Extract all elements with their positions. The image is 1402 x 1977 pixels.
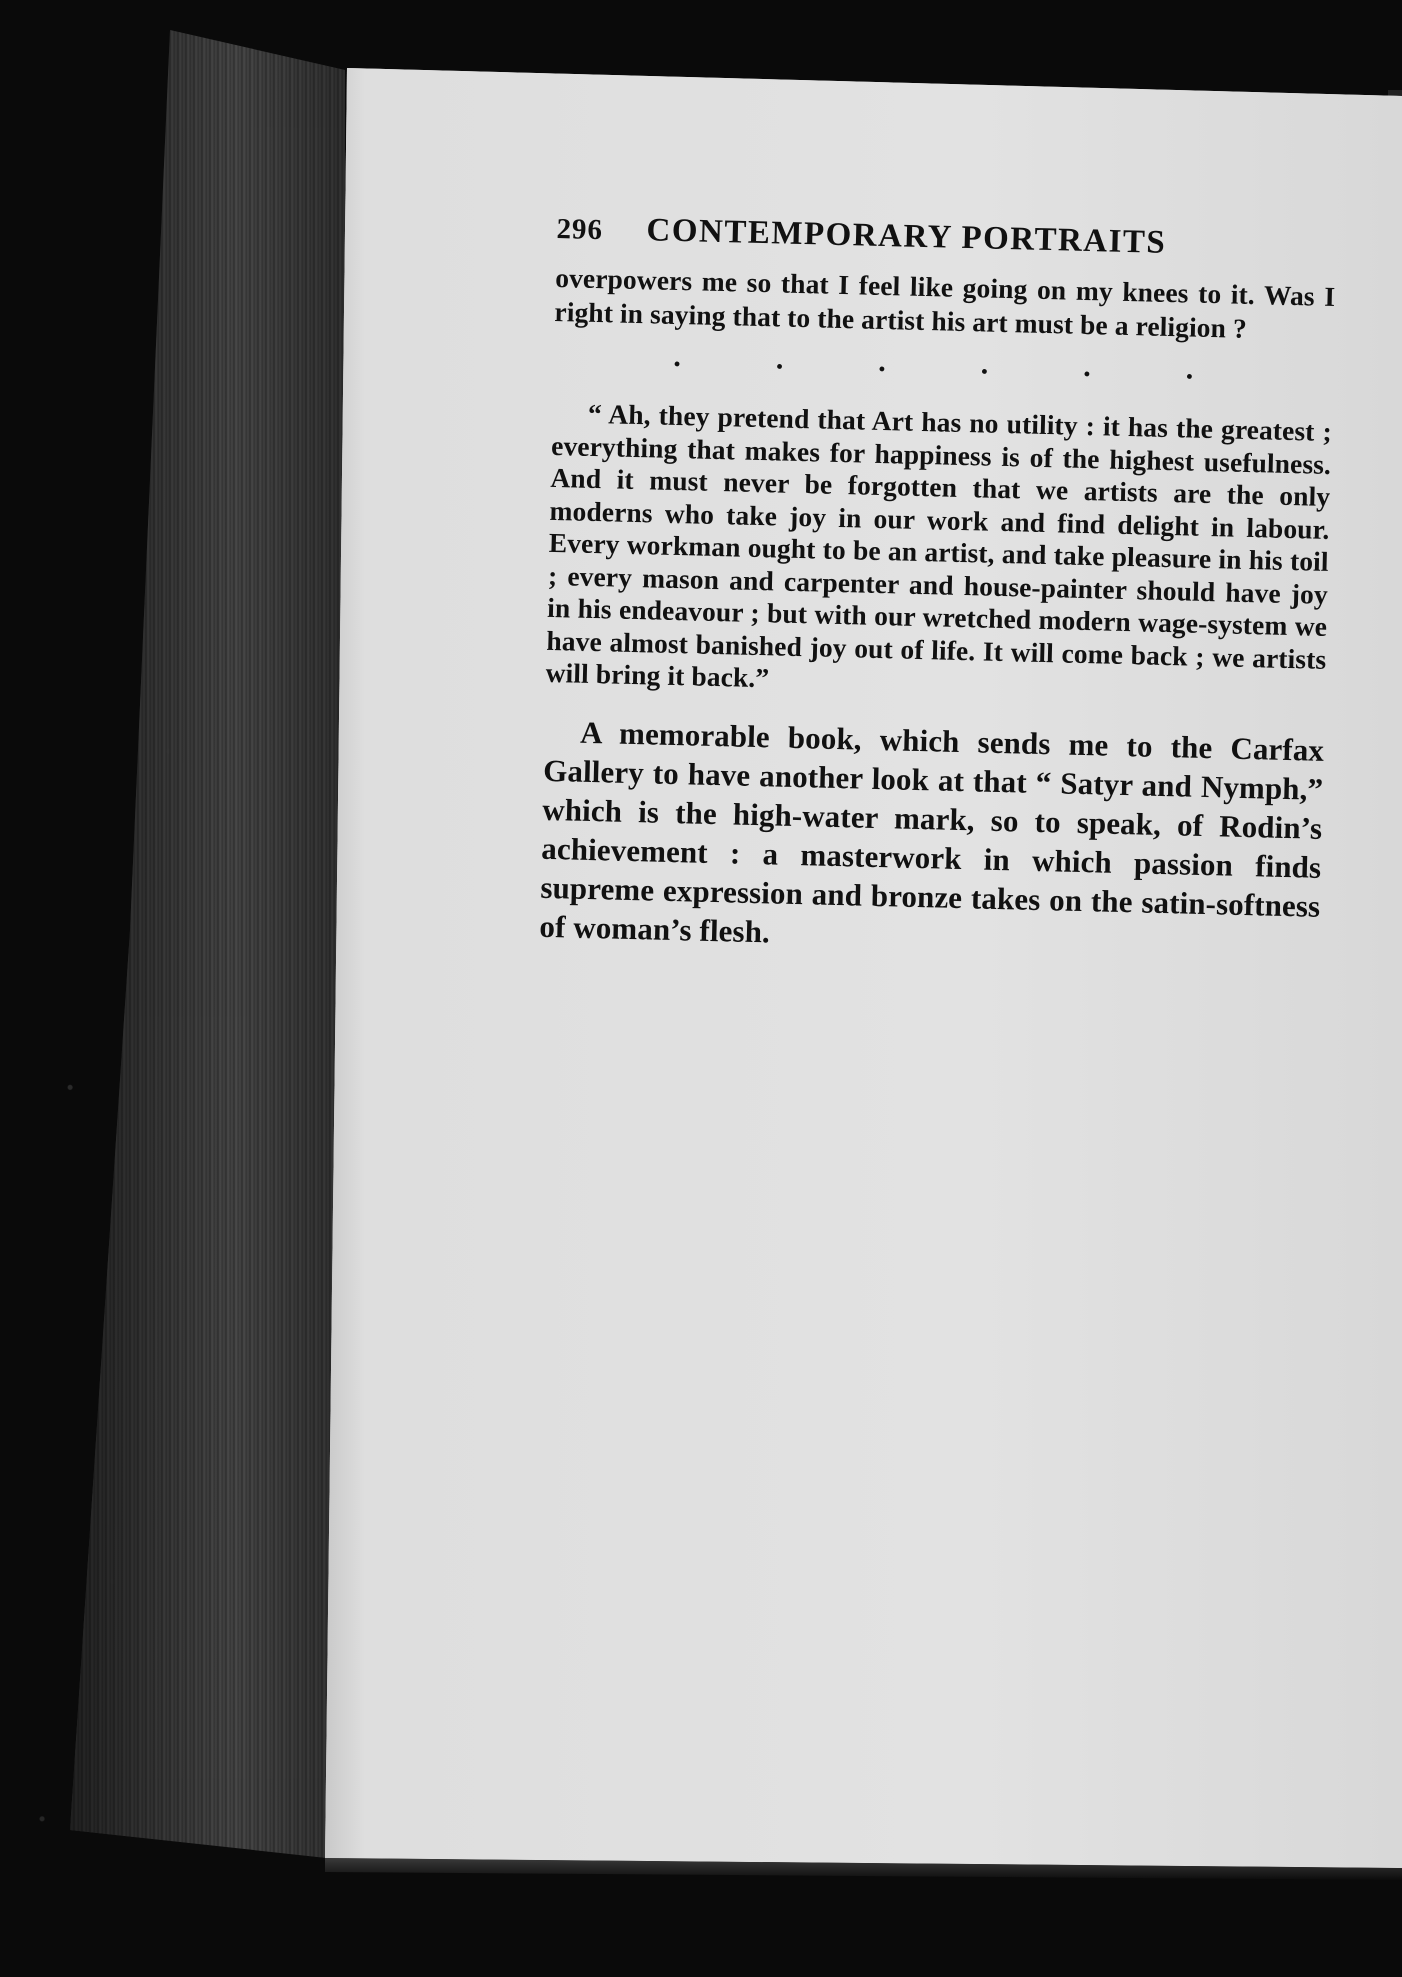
section-break-dot: . <box>673 339 682 374</box>
section-break-dot: . <box>1082 349 1092 384</box>
quotation-paragraph: “ Ah, they pretend that Art has no utility : it has the greatest ; everything that makes for happiness is of the highest usefulness. And it must never be forgotten that we artists are the only moderns who take joy in our work and find delight in labour. Every workman ought to be an artist, and take pleasure in his toil ; every mason and carpenter and house-painter should have joy in his endeavour ; but with our wretched modern wage-system we have almost banished joy out of life. It will come back ; we artists will bring it back.” <box>545 397 1333 694</box>
section-break <box>673 339 1194 386</box>
section-break-dot: . <box>877 344 887 379</box>
section-break-dot: . <box>1185 352 1194 386</box>
section-break-dot: . <box>775 342 784 376</box>
section-break-dot: . <box>980 347 989 381</box>
page-text-block <box>539 210 1337 964</box>
closing-paragraph: A memorable book, which sends me to the Carfax Gallery to have another look at that “ Satyr and Nymph,” which is the high-water mark, so to speak, of Rodin’s achievement : a masterwork in which passion finds supreme expression and bronze takes on the satin-softness of woman’s flesh. <box>539 714 1325 949</box>
running-title: CONTEMPORARY PORTRAITS <box>646 212 1167 261</box>
page-number: 296 <box>556 212 604 247</box>
continuation-paragraph: overpowers me so that I feel like going on my knees to it. Was I right in saying that to the artist his art must be a religion ? <box>554 261 1336 344</box>
